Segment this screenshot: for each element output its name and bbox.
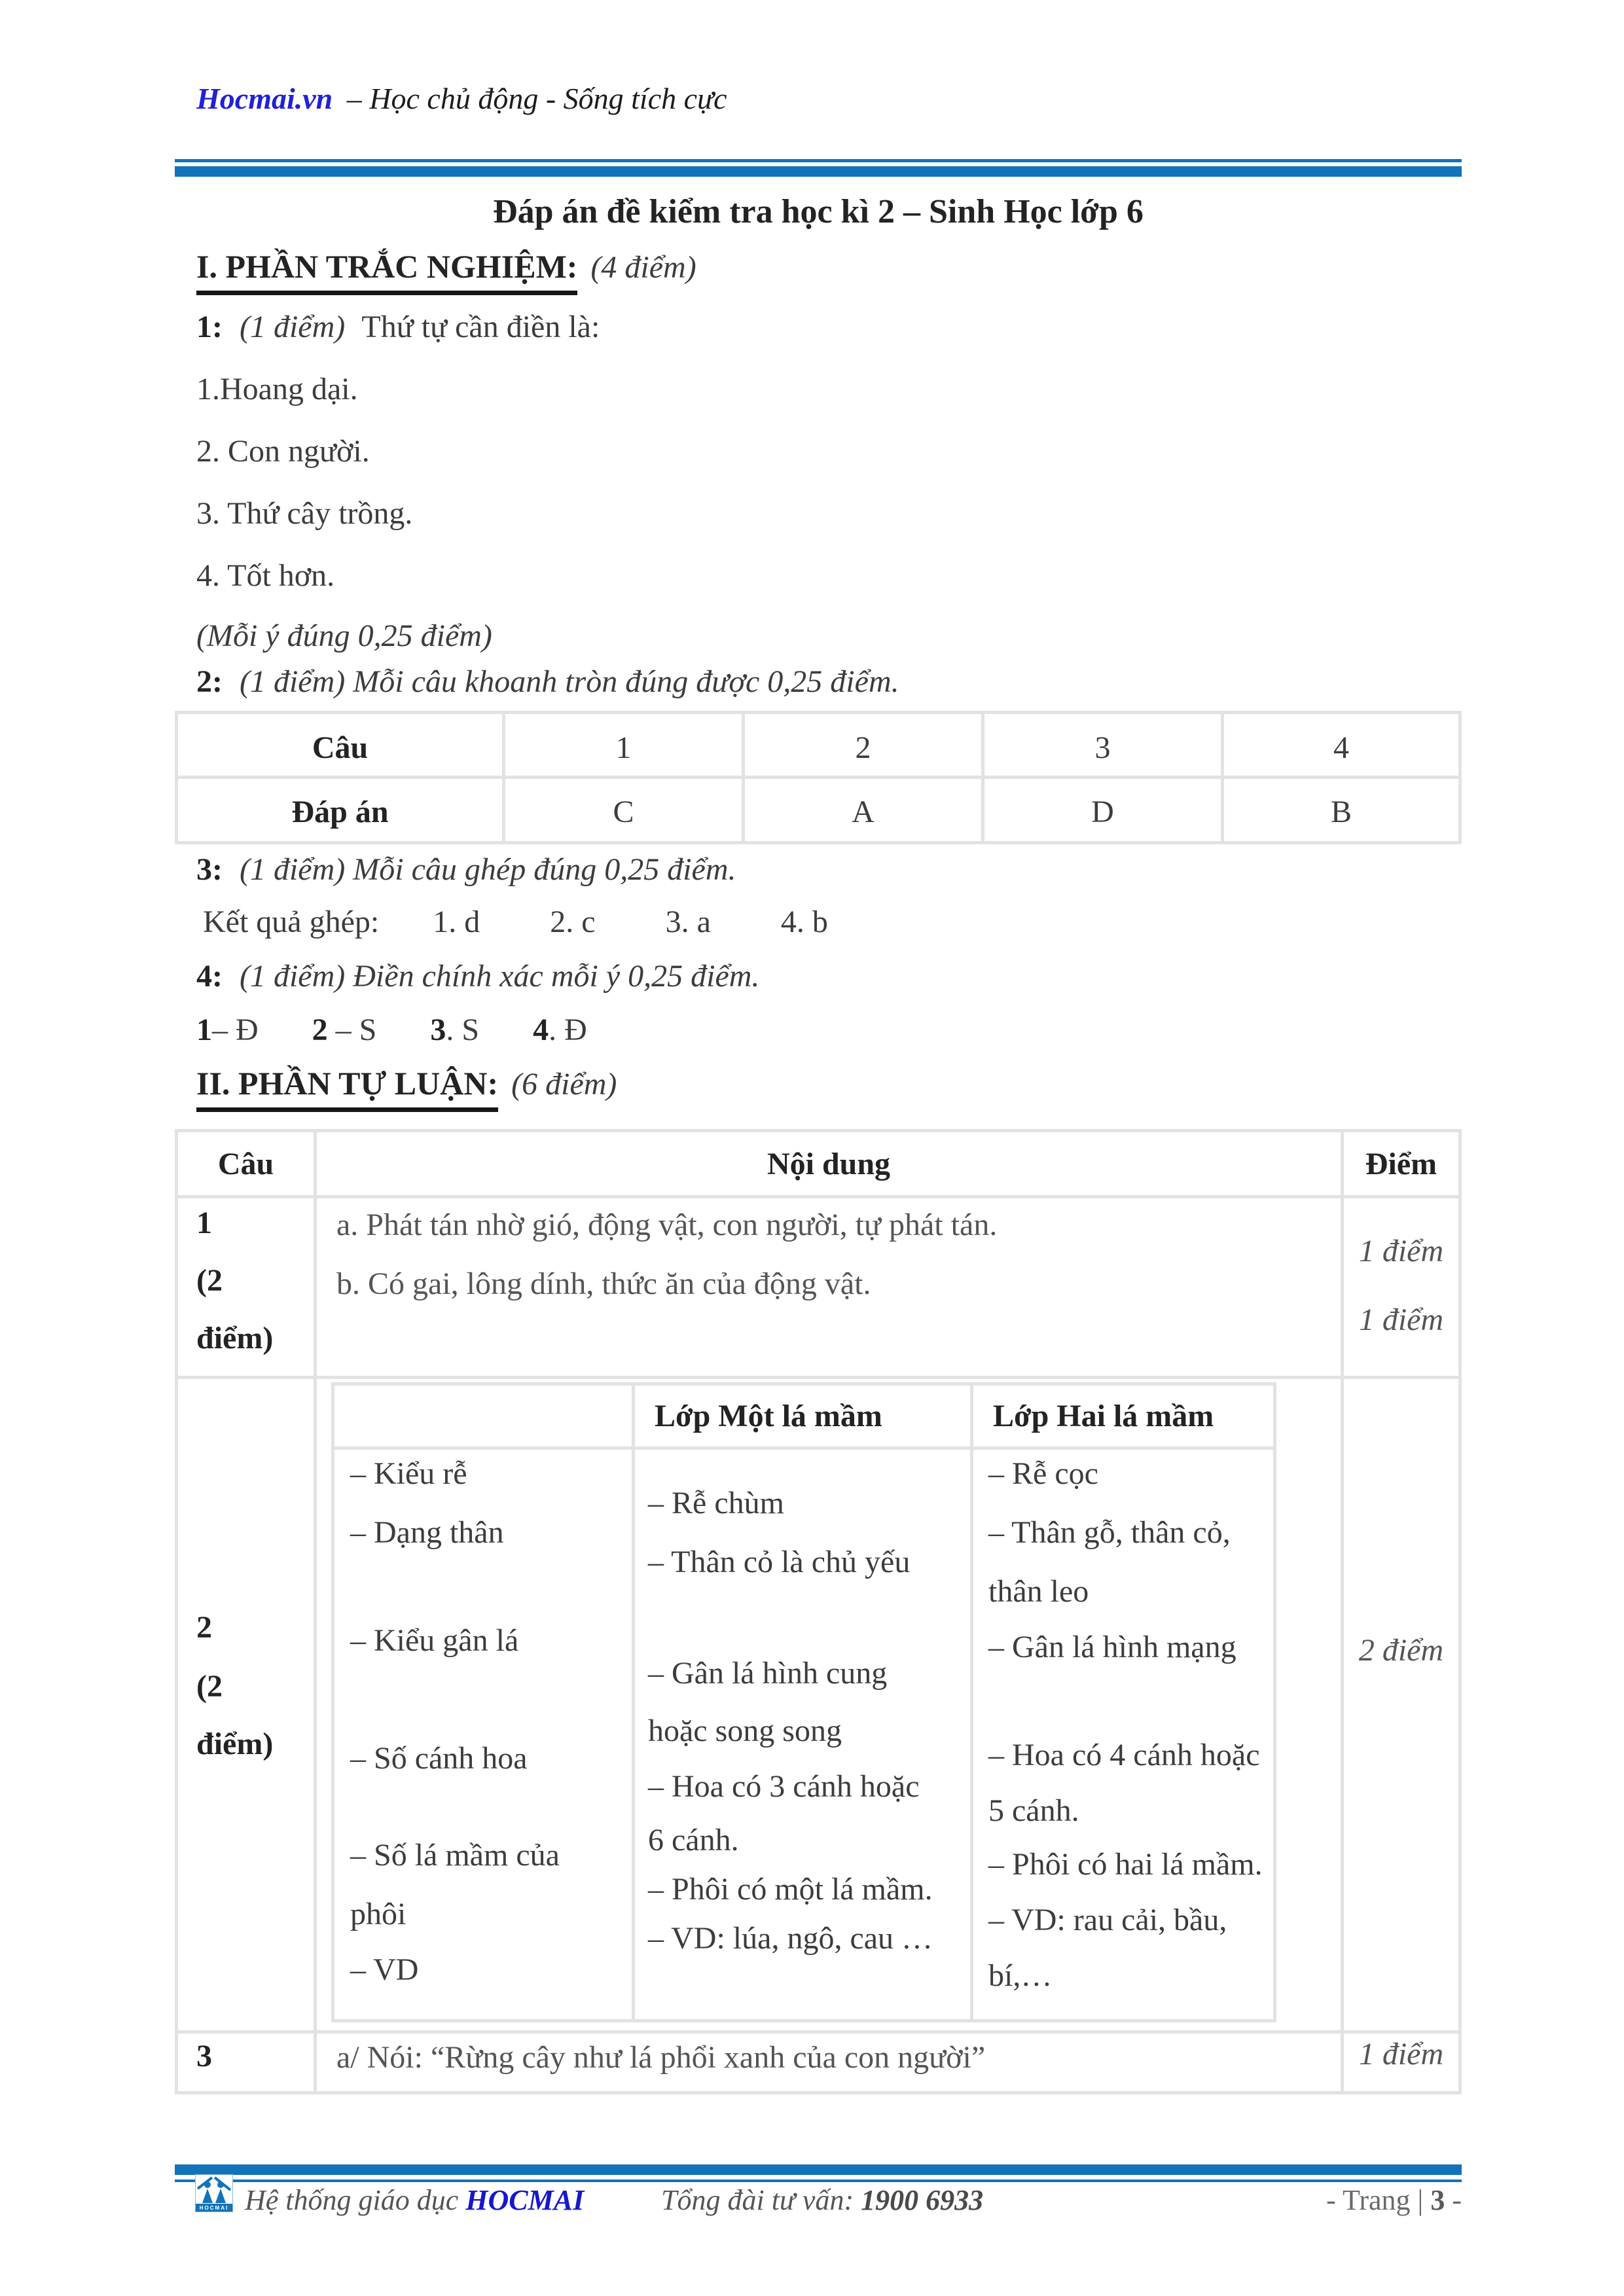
footer-org-label: Hệ thống giáo dục xyxy=(245,2184,466,2216)
criterion-cotyledon-line1: – Số lá mầm của xyxy=(350,1838,560,1873)
answers-table-header-2: 2 xyxy=(855,730,871,765)
footer-hotline-line xyxy=(661,2186,983,2215)
question1-number: 1: xyxy=(196,310,223,344)
mono-petal-line2: 6 cánh. xyxy=(648,1823,739,1857)
essay-table xyxy=(175,1129,1462,2094)
question2-text: (1 điểm) Mỗi câu khoanh tròn đúng được 0,25 điểm. xyxy=(239,664,899,699)
answer-value-1: C xyxy=(613,795,634,829)
answer-item-2: 2. Con người. xyxy=(196,434,370,469)
answers-table xyxy=(175,711,1462,844)
question1-points: (1 điểm) xyxy=(239,310,346,344)
di-vein: – Gân lá hình mạng xyxy=(988,1630,1236,1664)
di-example-line1: – VD: rau cải, bầu, xyxy=(988,1903,1227,1937)
question1-text: Thứ tự cần điền là: xyxy=(361,310,600,344)
match-pair-1: 1. d xyxy=(433,905,480,939)
header-rule-thin xyxy=(175,159,1462,162)
question3-result-line xyxy=(203,906,828,938)
comparison-table xyxy=(331,1382,1276,2022)
row1-content-b: b. Có gai, lông dính, thức ăn của động vật. xyxy=(336,1266,871,1301)
row3-points: 1 điểm xyxy=(1358,2037,1444,2072)
criterion-stem-type: – Dạng thân xyxy=(350,1515,504,1550)
di-petal-line1: – Hoa có 4 cánh hoặc xyxy=(988,1738,1260,1772)
footer-org-line xyxy=(245,2186,584,2215)
comparison-header-mono: Lớp Một lá mầm xyxy=(655,1399,882,1433)
section2-heading-text: II. PHẦN TỰ LUẬN: xyxy=(196,1065,498,1112)
brand-slogan: – Học chủ động - Sống tích cực xyxy=(346,82,727,115)
footer-org-name: HOCMAI xyxy=(465,2184,585,2216)
question2-line xyxy=(196,666,899,698)
question4-line xyxy=(196,961,759,992)
footer-page-number: 3 xyxy=(1430,2184,1445,2216)
question2-number: 2: xyxy=(196,664,223,699)
row2-points: 2 điểm xyxy=(1358,1633,1444,1668)
mono-vein-line1: – Gân lá hình cung xyxy=(648,1656,888,1691)
essay-header-diem: Điểm xyxy=(1365,1147,1437,1181)
match-pair-2: 2. c xyxy=(550,905,596,939)
tf-num-4: 4 xyxy=(533,1013,549,1047)
row1-cau-line3: điểm) xyxy=(196,1321,274,1355)
tf-val-2: – S xyxy=(327,1013,377,1047)
di-stem-line1: – Thân gỗ, thân cỏ, xyxy=(988,1515,1231,1550)
footer-page-line xyxy=(1152,2186,1462,2215)
question4-number: 4: xyxy=(196,959,223,994)
question3-number: 3: xyxy=(196,852,223,887)
answers-table-header-4: 4 xyxy=(1333,730,1349,765)
row2-cau-line1: 2 xyxy=(196,1610,212,1645)
criterion-vein-type: – Kiểu gân lá xyxy=(350,1623,519,1658)
match-pair-4: 4. b xyxy=(780,905,828,939)
row2-cau-line2: (2 xyxy=(196,1669,223,1704)
answers-table-header-cau: Câu xyxy=(312,730,369,765)
row1-cau-line2: (2 xyxy=(196,1263,223,1298)
mono-vein-line2: hoặc song song xyxy=(648,1713,842,1748)
essay-header-cau: Câu xyxy=(217,1147,274,1181)
answer-value-3: D xyxy=(1091,795,1114,829)
question1-line xyxy=(196,312,600,343)
mono-root: – Rễ chùm xyxy=(648,1486,784,1520)
question3-result-label: Kết quả ghép: xyxy=(203,905,380,939)
answers-table-header-1: 1 xyxy=(615,730,632,765)
section2-heading xyxy=(196,1067,617,1100)
comparison-header-di: Lớp Hai lá mầm xyxy=(993,1399,1214,1433)
di-stem-line2: thân leo xyxy=(988,1574,1089,1609)
logo-text: HOCMAI xyxy=(199,2205,229,2211)
di-example-line2: bí,… xyxy=(988,1958,1053,1993)
section1-heading-text: I. PHẦN TRẮC NGHIỆM: xyxy=(196,248,577,295)
tf-num-3: 3 xyxy=(430,1013,446,1047)
di-petal-line2: 5 cánh. xyxy=(988,1793,1079,1828)
mono-example: – VD: lúa, ngô, cau … xyxy=(648,1921,933,1956)
footer-page-prefix: - Trang | xyxy=(1326,2184,1431,2216)
row1-points-a: 1 điểm xyxy=(1358,1234,1444,1268)
footer-rule-thick xyxy=(175,2164,1462,2175)
page-title: Đáp án đề kiểm tra học kì 2 – Sinh Học lớp 6 xyxy=(493,193,1144,230)
row1-points-b: 1 điểm xyxy=(1358,1302,1444,1337)
row1-cau-line1: 1 xyxy=(196,1206,212,1240)
criterion-cotyledon-line2: phôi xyxy=(350,1897,406,1931)
row3-content: a/ Nói: “Rừng cây như lá phổi xanh của con người” xyxy=(336,2040,986,2075)
footer-page-suffix: - xyxy=(1445,2184,1462,2216)
footer-rule-thin xyxy=(175,2179,1462,2182)
mono-petal-line1: – Hoa có 3 cánh hoặc xyxy=(648,1769,920,1804)
tf-num-2: 2 xyxy=(312,1013,328,1047)
question3-line xyxy=(196,854,736,886)
answers-table-label: Đáp án xyxy=(291,795,389,829)
tf-val-1: – Đ xyxy=(212,1013,259,1047)
question1-note: (Mỗi ý đúng 0,25 điểm) xyxy=(196,619,492,653)
footer-hotline-label: Tổng đài tư vấn: xyxy=(661,2184,861,2216)
brand-text: Hocmai.vn xyxy=(196,82,333,115)
question4-result-line xyxy=(196,1014,587,1046)
answer-item-3: 3. Thứ cây trồng. xyxy=(196,496,413,531)
row3-cau: 3 xyxy=(196,2039,212,2073)
question3-text: (1 điểm) Mỗi câu ghép đúng 0,25 điểm. xyxy=(239,852,736,887)
mono-stem: – Thân cỏ là chủ yếu xyxy=(648,1545,911,1579)
hocmai-logo-icon xyxy=(195,2174,233,2215)
row1-content-a: a. Phát tán nhờ gió, động vật, con người, tự phát tán. xyxy=(336,1208,998,1242)
match-pair-3: 3. a xyxy=(665,905,711,939)
section1-heading xyxy=(196,250,696,283)
tf-num-1: 1 xyxy=(196,1013,212,1047)
row2-cau-line3: điểm) xyxy=(196,1727,274,1761)
essay-header-noidung: Nội dung xyxy=(767,1147,891,1181)
criterion-example: – VD xyxy=(350,1952,419,1987)
answer-item-4: 4. Tốt hơn. xyxy=(196,558,335,593)
criterion-petal-count: – Số cánh hoa xyxy=(350,1741,528,1776)
tf-val-3: . S xyxy=(446,1013,480,1047)
section1-heading-points: (4 điểm) xyxy=(590,250,696,285)
answers-table-header-3: 3 xyxy=(1094,730,1111,765)
footer-hotline-number: 1900 6933 xyxy=(861,2184,984,2216)
answer-item-1: 1.Hoang dại. xyxy=(196,372,358,406)
question4-text: (1 điểm) Điền chính xác mỗi ý 0,25 điểm. xyxy=(239,959,760,994)
mono-embryo: – Phôi có một lá mầm. xyxy=(648,1872,933,1907)
section2-heading-points: (6 điểm) xyxy=(511,1067,617,1102)
criterion-root-type: – Kiểu rễ xyxy=(350,1456,467,1491)
di-embryo: – Phôi có hai lá mầm. xyxy=(988,1847,1263,1882)
header-line xyxy=(196,84,727,114)
di-root: – Rễ cọc xyxy=(988,1456,1098,1491)
answer-value-2: A xyxy=(852,795,875,829)
header-rule-thick xyxy=(175,166,1462,177)
tf-val-4: . Đ xyxy=(549,1013,587,1047)
answer-value-4: B xyxy=(1330,795,1352,829)
